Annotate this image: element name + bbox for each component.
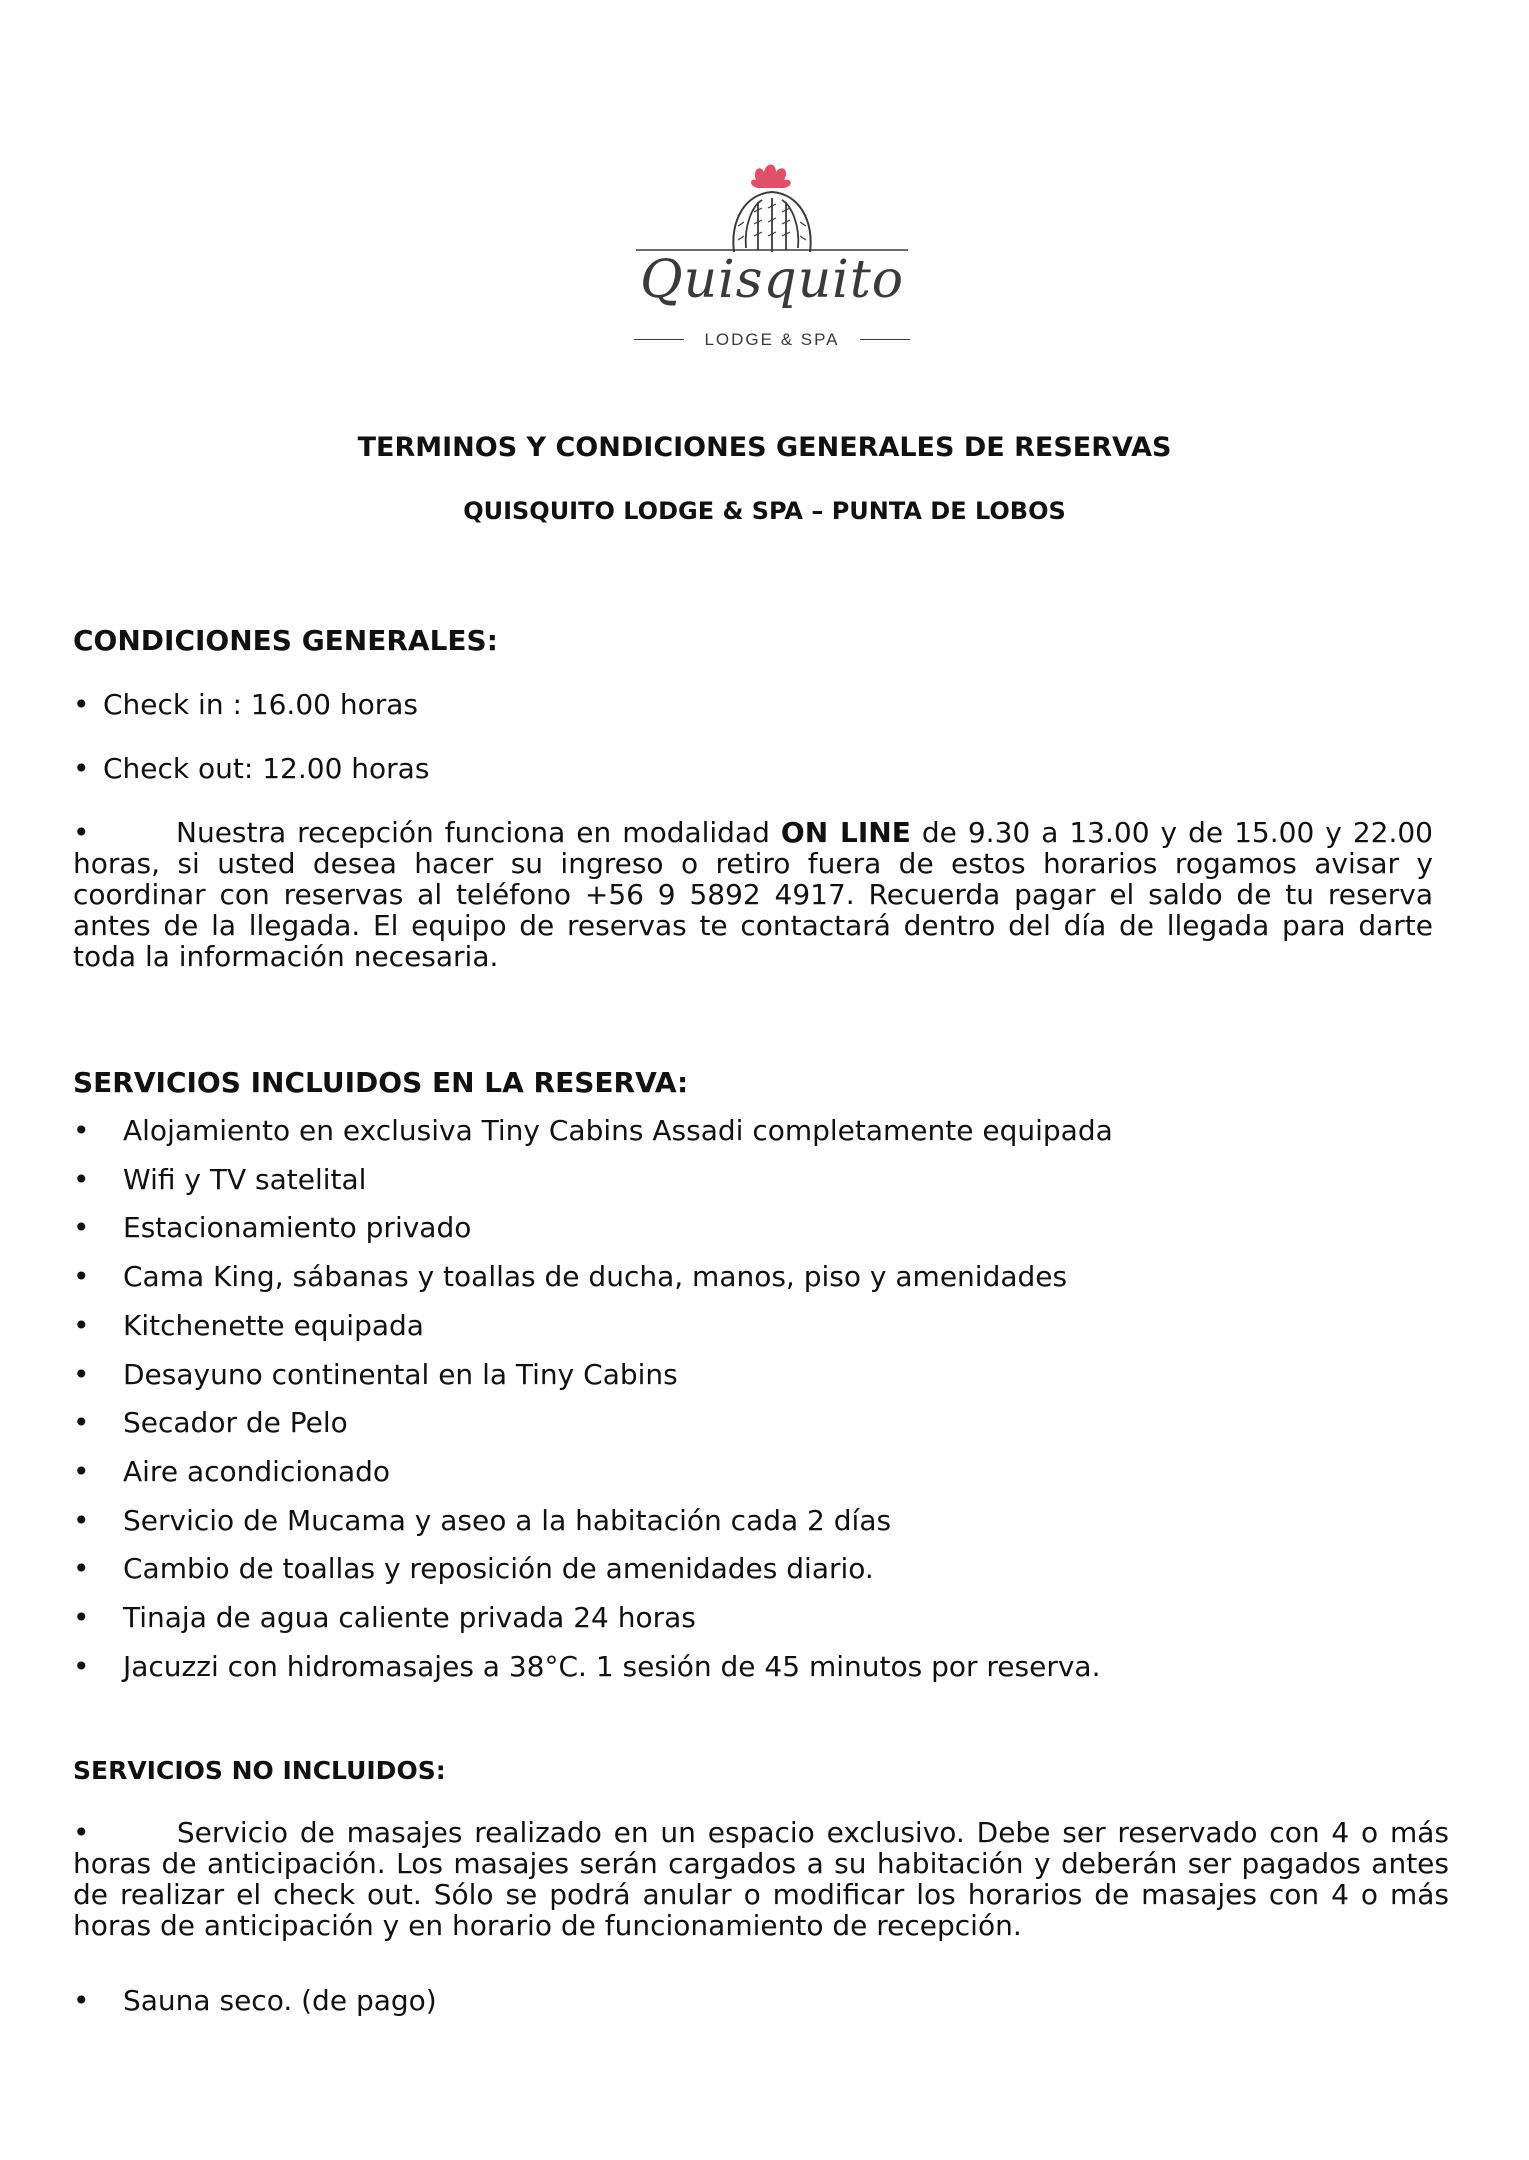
bullet: • (73, 1504, 90, 1537)
masajes-text: Servicio de masajes realizado en un espacio exclusivo. Debe ser reservado con 4 o más horas de anticipación. Los masajes serán cargados a su habitación y deberán ser pagados antes de realizar el check out. Sólo se podrá anular o modificar los horarios de masajes con 4 o más horas de anticipación y en horario de funcionamiento de recepción. (73, 1816, 1449, 1942)
bullet: • (73, 688, 90, 721)
bullet: • (73, 1114, 90, 1147)
list-item-text: Cambio de toallas y reposición de amenidades diario. (123, 1552, 874, 1585)
section-heading-incluidos: SERVICIOS INCLUIDOS EN LA RESERVA: (73, 1066, 689, 1099)
bullet: • (73, 1984, 90, 2017)
document-title: TERMINOS Y CONDICIONES GENERALES DE RESERVAS (357, 432, 1172, 463)
bullet: • (73, 816, 90, 849)
list-item-text: Secador de Pelo (123, 1406, 348, 1439)
reception-paragraph (73, 817, 1433, 972)
bullet: • (73, 1260, 90, 1293)
reception-text-part2: de 9.30 a 13.00 y de 15.00 y 22.00 horas, si usted desea hacer su ingreso o retiro fuera de estos horarios rogamos avisar y coordinar con reservas al teléfono +56 9 5892 4917. Recuerda pagar el saldo de tu reserva antes de la llegada. El equipo de reservas te contactará dentro del día de llegada para darte toda la información necesaria. (73, 816, 1433, 973)
bullet: • (73, 1455, 90, 1488)
list-item-text: Estacionamiento privado (123, 1211, 472, 1244)
bullet: • (73, 1552, 90, 1585)
list-item (73, 752, 429, 785)
bullet: • (73, 1309, 90, 1342)
bullet: • (73, 1163, 90, 1196)
list-item-text: Cama King, sábanas y toallas de ducha, manos, piso y amenidades (123, 1260, 1068, 1293)
check-in-text: Check in : 16.00 horas (103, 688, 418, 721)
bullet: • (73, 1211, 90, 1244)
list-item-text: Alojamiento en exclusiva Tiny Cabins Assadi completamente equipada (123, 1114, 1113, 1147)
cactus-flower-icon (634, 152, 910, 262)
logo-divider-right (860, 339, 910, 340)
list-item-text: Kitchenette equipada (123, 1309, 424, 1342)
sauna-text: Sauna seco. (de pago) (123, 1984, 437, 2017)
list-item-text: Aire acondicionado (123, 1455, 391, 1488)
bullet: • (73, 1650, 90, 1683)
bullet: • (73, 1816, 90, 1849)
bullet: • (73, 1358, 90, 1391)
bullet: • (73, 752, 90, 785)
list-item-text: Wifi y TV satelital (123, 1163, 367, 1196)
check-out-text: Check out: 12.00 horas (103, 752, 430, 785)
list-item-text: Jacuzzi con hidromasajes a 38°C. 1 sesión de 45 minutos por reserva. (123, 1650, 1101, 1683)
bullet: • (73, 1601, 90, 1634)
list-item-text: Desayuno continental en la Tiny Cabins (123, 1358, 678, 1391)
list-item-text: Servicio de Mucama y aseo a la habitación cada 2 días (123, 1504, 892, 1537)
logo-wordmark: Quisquito (639, 250, 905, 310)
quisquito-logo (634, 152, 910, 352)
section-heading-no-incluidos: SERVICIOS NO INCLUIDOS: (73, 1756, 446, 1785)
document-subtitle: QUISQUITO LODGE & SPA – PUNTA DE LOBOS (463, 497, 1066, 525)
bullet: • (73, 1406, 90, 1439)
logo-tagline: LODGE & SPA (704, 330, 840, 349)
reception-text-part1: Nuestra recepción funciona en modalidad (176, 816, 770, 849)
section-heading-generales: CONDICIONES GENERALES: (73, 624, 498, 657)
masajes-paragraph (73, 1817, 1449, 1941)
list-item (73, 688, 418, 721)
reception-text-bold: ON LINE (780, 816, 911, 849)
list-item-text: Tinaja de agua caliente privada 24 horas (123, 1601, 696, 1634)
